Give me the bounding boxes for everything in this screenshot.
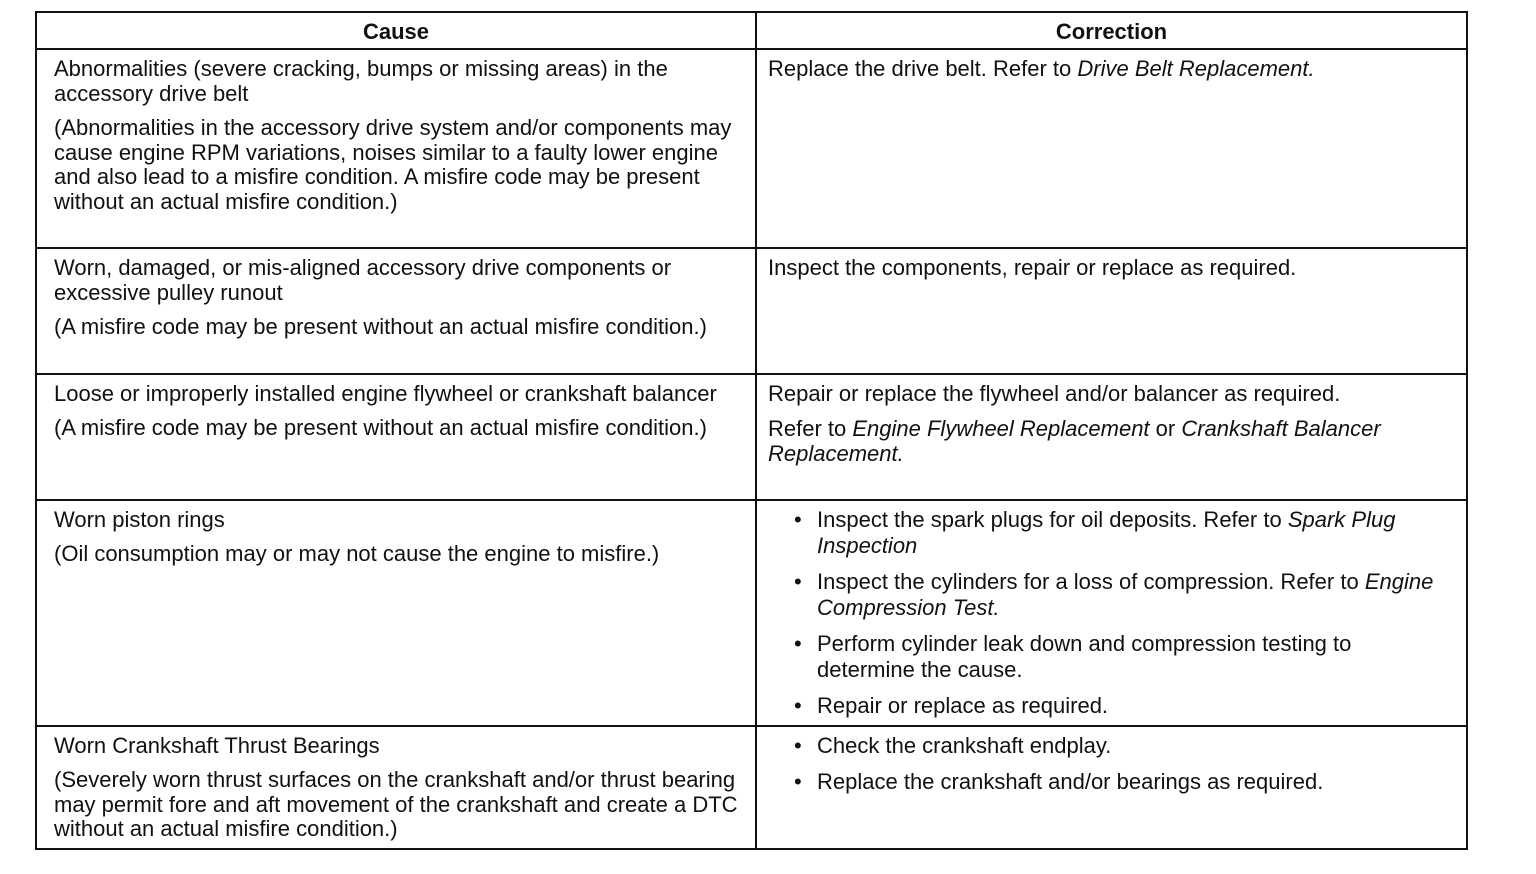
cause-column-header: Cause <box>36 12 756 49</box>
list-item: • Inspect the spark plugs for oil deposits. Refer to Spark Plug Inspection <box>794 507 1396 558</box>
cause-text: Worn Crankshaft Thrust Bearings <box>54 733 380 758</box>
list-item: • Repair or replace as required. <box>794 693 1109 718</box>
cause-cell <box>36 374 756 500</box>
correction-text: Repair or replace the flywheel and/or balancer as required. <box>768 381 1341 406</box>
cause-note: (Severely worn thrust surfaces on the crankshaft and/or thrust bearing may permit fore and aft movement of the crankshaft and create a DTC without an actual misfire condition.) <box>54 767 738 841</box>
correction-cell <box>756 374 1467 500</box>
bullet-icon: • <box>794 733 802 758</box>
bullet-icon: • <box>794 693 802 718</box>
list-item: • Perform cylinder leak down and compression testing to determine the cause. <box>794 631 1352 682</box>
reference-link: Spark Plug Inspection <box>817 507 1396 558</box>
table-row <box>36 726 1467 849</box>
bullet-icon: • <box>794 769 802 794</box>
cause-note: (Abnormalities in the accessory drive system and/or components may cause engine RPM variations, noises similar to a faulty lower engine and also lead to a misfire condition. A misfire code may be present without an actual misfire condition.) <box>54 115 732 214</box>
correction-bullet-list <box>768 733 1452 795</box>
bullet-icon: • <box>794 631 802 656</box>
table-header-row <box>36 12 1467 49</box>
reference-link: Engine Flywheel Replacement <box>852 416 1150 441</box>
diagnosis-table <box>35 11 1468 850</box>
list-item: • Inspect the cylinders for a loss of compression. Refer to Engine Compression Test. <box>794 569 1434 620</box>
cause-note: (A misfire code may be present without an actual misfire condition.) <box>54 415 707 440</box>
cause-cell <box>36 248 756 374</box>
reference-link: Drive Belt Replacement. <box>1077 56 1315 81</box>
bullet-icon: • <box>794 569 802 594</box>
reference-link: Crankshaft Balancer Replacement. <box>768 416 1381 466</box>
cause-text: Abnormalities (severe cracking, bumps or missing areas) in the accessory drive belt <box>54 56 668 106</box>
cause-cell <box>36 726 756 849</box>
bullet-icon: • <box>794 507 802 532</box>
cause-note: (A misfire code may be present without an actual misfire condition.) <box>54 314 707 339</box>
table-row <box>36 374 1467 500</box>
list-item: • Check the crankshaft endplay. <box>794 733 1112 758</box>
correction-cell <box>756 49 1467 248</box>
cause-cell <box>36 49 756 248</box>
correction-bullet-list <box>768 507 1452 719</box>
table-row <box>36 500 1467 726</box>
correction-cell <box>756 726 1467 849</box>
correction-text: Replace the drive belt. Refer to Drive Belt Replacement. <box>768 56 1315 81</box>
cause-text: Worn piston rings <box>54 507 225 532</box>
cause-note: (Oil consumption may or may not cause the engine to misfire.) <box>54 541 660 566</box>
correction-reference-text: Refer to Engine Flywheel Replacement or Crankshaft Balancer Replacement. <box>768 416 1381 466</box>
reference-link: Engine Compression Test. <box>817 569 1434 620</box>
correction-cell <box>756 500 1467 726</box>
correction-cell <box>756 248 1467 374</box>
correction-text: Inspect the components, repair or replace as required. <box>768 255 1297 280</box>
cause-text: Loose or improperly installed engine flywheel or crankshaft balancer <box>54 381 717 406</box>
cause-text: Worn, damaged, or mis-aligned accessory drive components or excessive pulley runout <box>54 255 672 305</box>
table-row <box>36 248 1467 374</box>
list-item: • Replace the crankshaft and/or bearings as required. <box>794 769 1324 794</box>
cause-cell <box>36 500 756 726</box>
table-row <box>36 49 1467 248</box>
correction-column-header: Correction <box>756 12 1467 49</box>
